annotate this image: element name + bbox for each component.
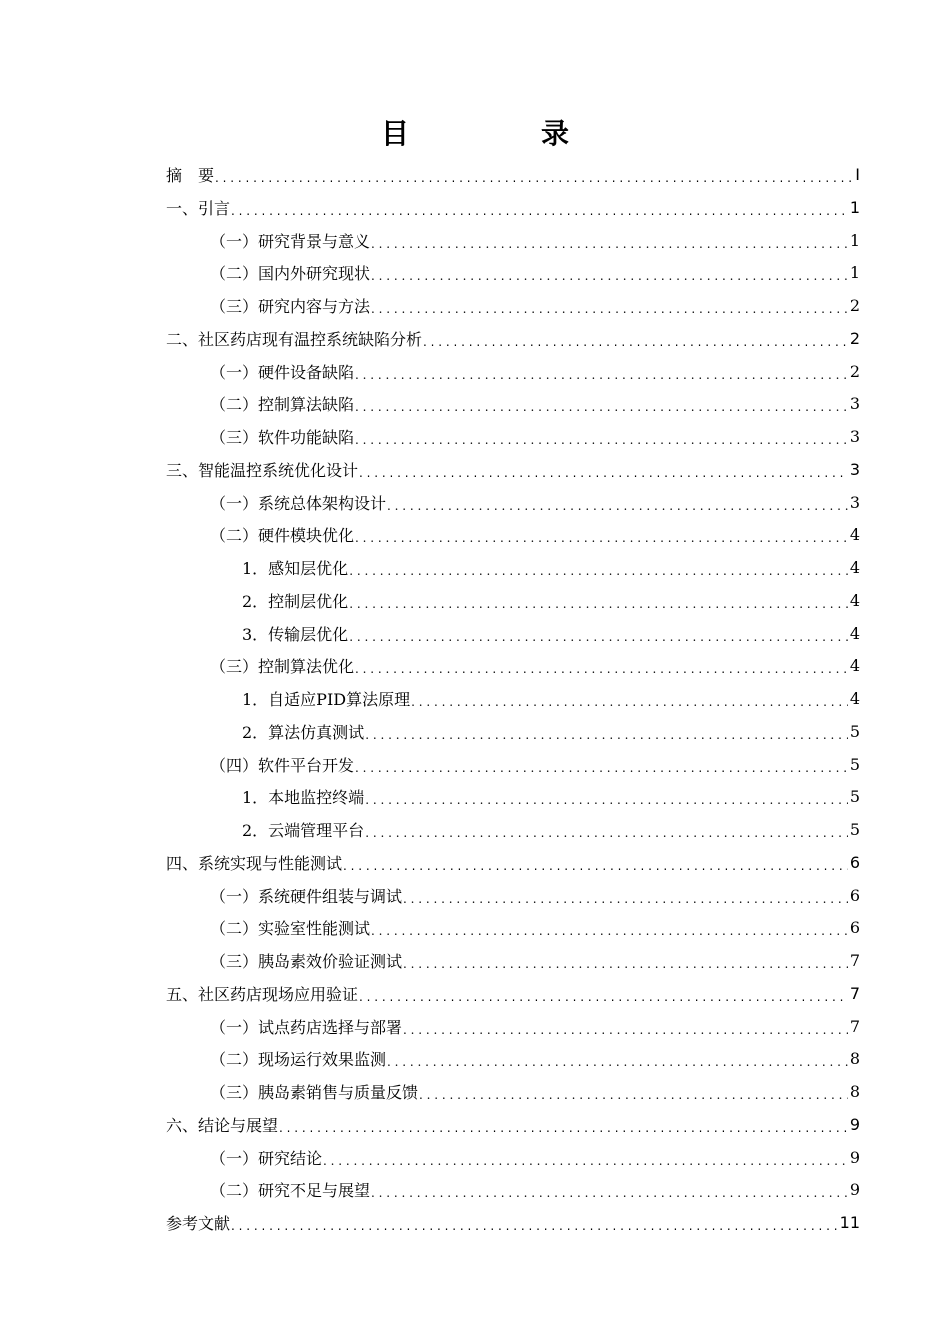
toc-entry[interactable] xyxy=(166,977,860,1010)
toc-entry[interactable] xyxy=(210,879,860,912)
toc-dot-leader xyxy=(214,158,853,191)
toc-dot-leader xyxy=(230,191,848,224)
toc-page-number: 1 xyxy=(849,197,860,217)
toc-entry[interactable] xyxy=(166,158,860,191)
toc-entry[interactable] xyxy=(210,944,860,977)
toc-page-number: 2 xyxy=(849,328,860,348)
toc-entry[interactable] xyxy=(242,617,860,650)
toc-page-number: 7 xyxy=(849,1016,860,1036)
toc-page-number: 5 xyxy=(849,754,860,774)
toc-page-number: 9 xyxy=(849,1114,860,1134)
toc-entry[interactable] xyxy=(210,518,860,551)
toc-entry[interactable] xyxy=(242,682,860,715)
toc-page-number: I xyxy=(855,165,860,184)
toc-entry[interactable] xyxy=(210,224,860,257)
toc-dot-leader xyxy=(354,518,848,551)
toc-entry-label: 六、结论与展望 xyxy=(166,1115,279,1135)
toc-entry-label: （二）研究不足与展望 xyxy=(210,1181,371,1201)
toc-entry[interactable] xyxy=(210,1173,860,1206)
toc-dot-leader xyxy=(342,846,848,879)
toc-dot-leader xyxy=(354,420,848,453)
toc-dot-leader xyxy=(402,879,848,912)
toc-entry[interactable] xyxy=(210,1075,860,1108)
toc-page-number: 5 xyxy=(849,787,860,807)
toc-page-number: 4 xyxy=(849,590,860,610)
toc-dot-leader xyxy=(230,1206,838,1239)
toc-dot-leader xyxy=(348,584,848,617)
toc-entry-label: （二）硬件模块优化 xyxy=(210,526,355,546)
toc-page-number: 6 xyxy=(849,885,860,905)
toc-dot-leader xyxy=(402,944,848,977)
toc-entry-label: （三）胰岛素效价验证测试 xyxy=(210,952,403,971)
toc-page-number: 4 xyxy=(849,689,860,708)
toc-dot-leader xyxy=(322,1141,848,1174)
toc-dot-leader xyxy=(348,617,848,650)
toc-dot-leader xyxy=(364,715,848,748)
toc-dot-leader xyxy=(410,682,848,715)
toc-dot-leader xyxy=(364,780,848,813)
toc-page-number: 2 xyxy=(849,296,860,315)
toc-page-number: 2 xyxy=(849,361,860,381)
toc-entry-label: （一）系统硬件组装与调试 xyxy=(210,886,403,906)
page-title: 目 录 xyxy=(380,117,621,150)
toc-page-number: 3 xyxy=(849,459,860,479)
toc-page-number: 5 xyxy=(849,721,860,741)
toc-entry-label: （三）研究内容与方法 xyxy=(210,297,371,316)
toc-entry[interactable] xyxy=(166,322,860,355)
toc-entry-label: 一、引言 xyxy=(166,198,231,218)
toc-dot-leader xyxy=(422,322,848,355)
toc-entry[interactable] xyxy=(242,551,860,584)
toc-entry-label: （三）软件功能缺陷 xyxy=(210,428,355,447)
toc-dot-leader xyxy=(370,224,848,257)
toc-page-number: 4 xyxy=(849,558,860,577)
toc-dot-leader xyxy=(354,748,848,781)
toc-entry[interactable] xyxy=(166,1206,860,1239)
toc-dot-leader xyxy=(370,256,848,289)
toc-entry-label: 五、社区药店现场应用验证 xyxy=(166,984,359,1004)
toc-page-number: 3 xyxy=(849,427,860,446)
toc-dot-leader xyxy=(278,1108,848,1141)
toc-entry-label: （二）国内外研究现状 xyxy=(210,264,371,284)
toc-entry-label: 四、系统实现与性能测试 xyxy=(166,853,343,873)
toc-entry[interactable] xyxy=(210,649,860,682)
toc-entry-label: 摘 要 xyxy=(166,166,215,185)
toc-entry[interactable] xyxy=(210,256,860,289)
toc-page-number: 7 xyxy=(849,951,860,970)
toc-entry[interactable] xyxy=(210,355,860,388)
toc-entry[interactable] xyxy=(210,420,860,453)
toc-entry[interactable] xyxy=(210,748,860,781)
toc-entry-label: 3．传输层优化 xyxy=(242,624,349,644)
toc-dot-leader xyxy=(358,453,848,486)
toc-page-number: 1 xyxy=(849,263,860,283)
toc-entry[interactable] xyxy=(166,453,860,486)
toc-entry-label: （二）实验室性能测试 xyxy=(210,919,371,939)
toc-dot-leader xyxy=(402,1010,848,1043)
toc-page-number: 4 xyxy=(849,525,860,545)
toc-entry-label: （一）试点药店选择与部署 xyxy=(210,1017,403,1037)
toc-entry-label: 2．控制层优化 xyxy=(242,591,349,611)
toc-entry-label: 二、社区药店现有温控系统缺陷分析 xyxy=(166,329,423,349)
toc-page-number: 5 xyxy=(849,820,860,839)
toc-entry[interactable] xyxy=(210,1141,860,1174)
toc-entry-label: （三）胰岛素销售与质量反馈 xyxy=(210,1083,419,1102)
toc-entry-label: （一）硬件设备缺陷 xyxy=(210,362,355,382)
toc-page-number: 3 xyxy=(849,492,860,512)
toc-entry-label: （二）现场运行效果监测 xyxy=(210,1050,387,1070)
toc-page-number: 4 xyxy=(849,656,860,676)
toc-page-number: 6 xyxy=(849,852,860,872)
toc-entry-label: 参考文献 xyxy=(166,1214,231,1233)
toc-entry[interactable] xyxy=(210,486,860,519)
toc-page-number: 8 xyxy=(849,1049,860,1069)
toc-entry-label: 2．云端管理平台 xyxy=(242,821,365,840)
toc-dot-leader xyxy=(354,355,848,388)
toc-entry-label: 1．感知层优化 xyxy=(242,559,349,578)
toc-dot-leader xyxy=(348,551,848,584)
toc-page-number: 11 xyxy=(839,1213,860,1232)
toc-entry[interactable] xyxy=(210,911,860,944)
toc-dot-leader xyxy=(370,911,848,944)
toc-page-number: 3 xyxy=(849,394,860,414)
toc-entry[interactable] xyxy=(210,1042,860,1075)
toc-page-number: 8 xyxy=(849,1082,860,1101)
toc-entry-label: （一）研究背景与意义 xyxy=(210,231,371,251)
toc-dot-leader xyxy=(370,289,848,322)
toc-entry[interactable] xyxy=(242,715,860,748)
toc-entry[interactable] xyxy=(242,813,860,846)
toc-dot-leader xyxy=(364,813,848,846)
toc-entry[interactable] xyxy=(210,1010,860,1043)
toc-entry-label: 2．算法仿真测试 xyxy=(242,722,365,742)
toc-entry-label: （四）软件平台开发 xyxy=(210,755,355,775)
toc-dot-leader xyxy=(386,1042,848,1075)
toc-entry[interactable] xyxy=(166,846,860,879)
toc-entry[interactable] xyxy=(210,289,860,322)
toc-entry-label: （一）研究结论 xyxy=(210,1148,323,1168)
toc-page-number: 9 xyxy=(849,1180,860,1200)
toc-dot-leader xyxy=(354,649,848,682)
toc-entry-label: 1．本地监控终端 xyxy=(242,788,365,808)
toc-entry[interactable] xyxy=(166,1108,860,1141)
toc-dot-leader xyxy=(418,1075,848,1108)
toc-page-number: 4 xyxy=(849,623,860,643)
toc-dot-leader xyxy=(358,977,848,1010)
toc-entry[interactable] xyxy=(242,584,860,617)
toc-page-number: 1 xyxy=(849,230,860,250)
toc-entry[interactable] xyxy=(166,191,860,224)
toc-dot-leader xyxy=(354,387,848,420)
toc-entry-label: （三）控制算法优化 xyxy=(210,657,355,677)
toc-entry[interactable] xyxy=(242,780,860,813)
toc-entry[interactable] xyxy=(210,387,860,420)
toc-dot-leader xyxy=(386,486,848,519)
toc-entry-label: （二）控制算法缺陷 xyxy=(210,395,355,415)
toc-page-number: 9 xyxy=(849,1147,860,1167)
toc-dot-leader xyxy=(370,1173,848,1206)
toc-entry-label: （一）系统总体架构设计 xyxy=(210,493,387,513)
toc-entry-label: 三、智能温控系统优化设计 xyxy=(166,460,359,480)
toc-entry-label: 1．自适应PID算法原理 xyxy=(242,690,411,709)
toc-page-number: 6 xyxy=(849,918,860,938)
toc-page-number: 7 xyxy=(849,983,860,1003)
